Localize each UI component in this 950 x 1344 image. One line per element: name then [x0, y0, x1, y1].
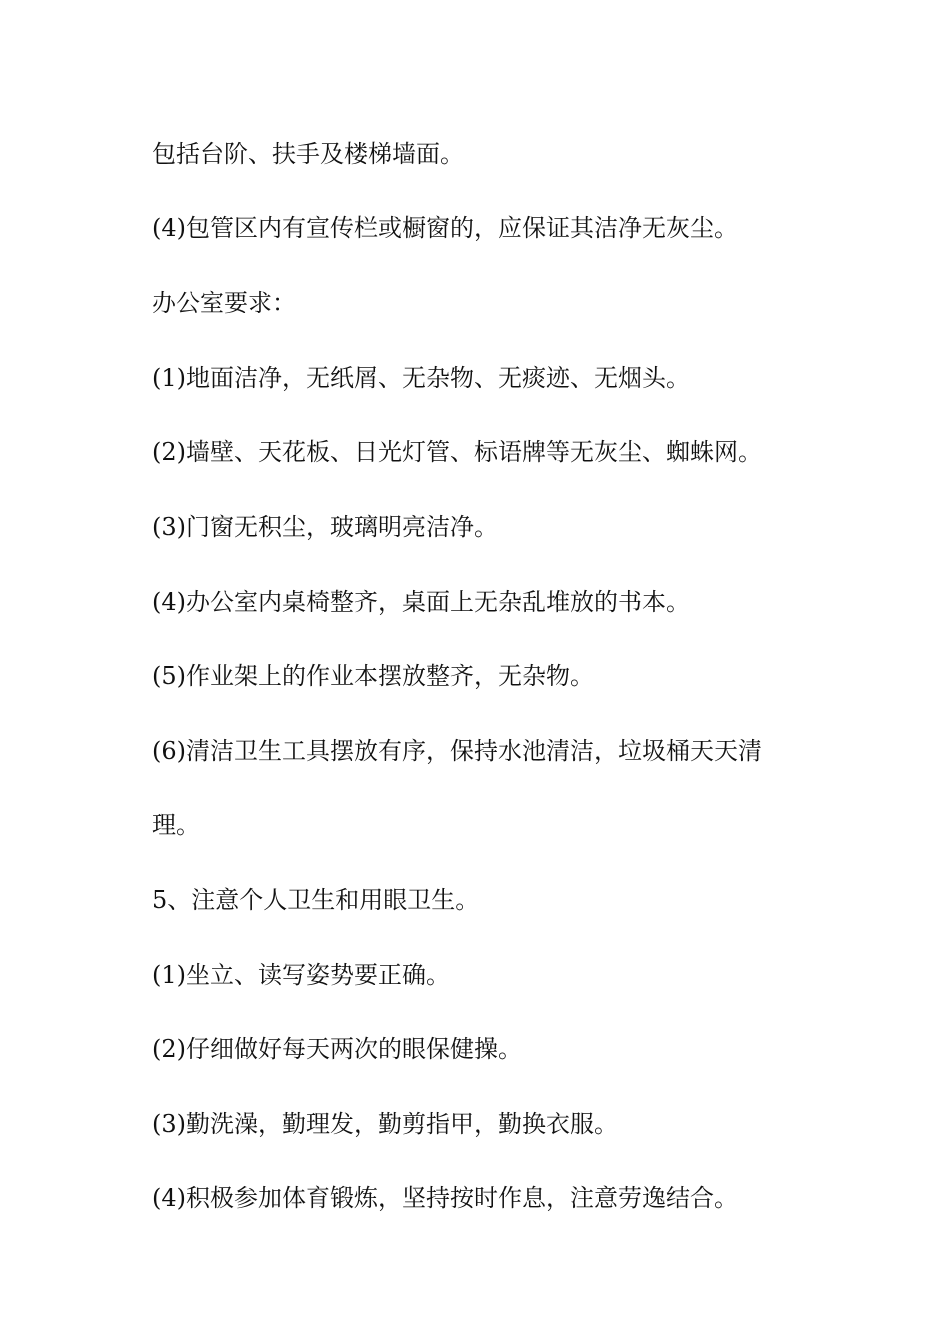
text-line: (6)清洁卫生工具摆放有序，保持水池清洁，垃圾桶天天清	[152, 737, 762, 765]
section-heading: 5、注意个人卫生和用眼卫生。	[152, 886, 480, 914]
text-line: 理。	[152, 811, 200, 839]
text-line: (1)坐立、读写姿势要正确。	[152, 961, 450, 989]
text-line: (4)包管区内有宣传栏或橱窗的，应保证其洁净无灰尘。	[152, 214, 738, 242]
section-heading: 办公室要求：	[152, 289, 296, 317]
text-line: (3)勤洗澡，勤理发，勤剪指甲，勤换衣服。	[152, 1110, 618, 1138]
text-line: (4)积极参加体育锻炼，坚持按时作息，注意劳逸结合。	[152, 1184, 738, 1212]
text-line: (1)地面洁净，无纸屑、无杂物、无痰迹、无烟头。	[152, 364, 690, 392]
text-line: (4)办公室内桌椅整齐，桌面上无杂乱堆放的书本。	[152, 588, 690, 616]
text-line: 包括台阶、扶手及楼梯墙面。	[152, 140, 464, 168]
text-line: (2)墙壁、天花板、日光灯管、标语牌等无灰尘、蜘蛛网。	[152, 438, 762, 466]
text-line: (2)仔细做好每天两次的眼保健操。	[152, 1035, 522, 1063]
text-line: (5)作业架上的作业本摆放整齐，无杂物。	[152, 662, 594, 690]
text-line: (3)门窗无积尘，玻璃明亮洁净。	[152, 513, 498, 541]
